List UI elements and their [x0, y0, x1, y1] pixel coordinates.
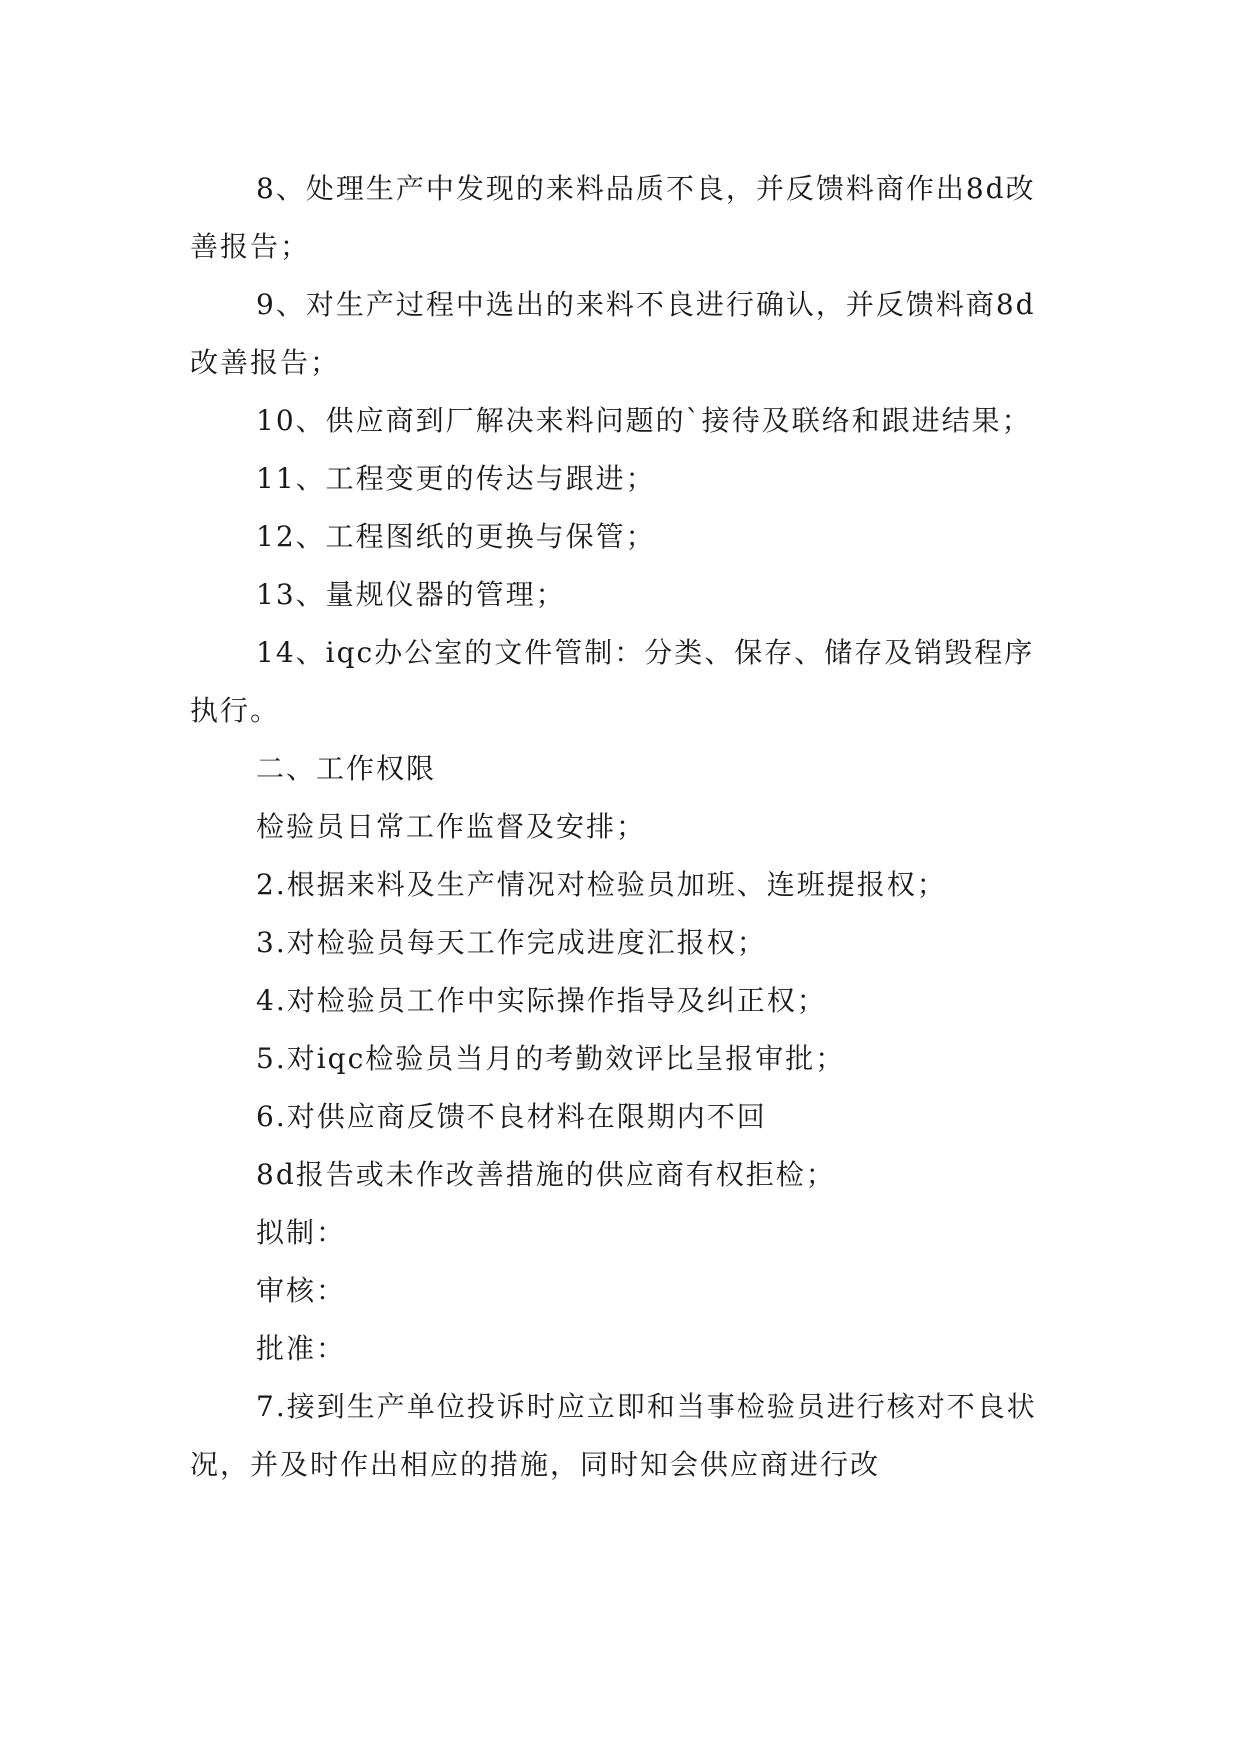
paragraph-item-12: 12、工程图纸的更换与保管； [256, 520, 656, 553]
authority-item-3: 3.对检验员每天工作完成进度汇报权； [256, 926, 767, 959]
section-heading: 二、工作权限 [256, 752, 437, 785]
authority-item-6: 6.对供应商反馈不良材料在限期内不回 [256, 1100, 767, 1133]
authority-item-6-cont: 8d报告或未作改善措施的供应商有权拒检； [256, 1158, 836, 1191]
paragraph-item-11: 11、工程变更的传达与跟进； [256, 462, 656, 495]
paragraph-item-13: 13、量规仪器的管理； [256, 578, 566, 611]
paragraph-item-14: 14、iqc办公室的文件管制：分类、保存、储存及销毁程序执行。 [190, 636, 1035, 727]
paragraph-item-8: 8、处理生产中发现的来料品质不良，并反馈料商作出8d改善报告； [190, 172, 1036, 263]
signature-approved: 批准： [256, 1332, 347, 1365]
signature-reviewed: 审核： [256, 1274, 347, 1307]
paragraph-item-9: 9、对生产过程中选出的来料不良进行确认，并反馈料商8d改善报告； [190, 288, 1036, 379]
document-body [190, 160, 1050, 1494]
authority-item-5: 5.对iqc检验员当月的考勤效评比呈报审批； [256, 1042, 846, 1075]
authority-item-1: 检验员日常工作监督及安排； [256, 810, 647, 843]
paragraph-item-7: 7.接到生产单位投诉时应立即和当事检验员进行核对不良状况，并及时作出相应的措施，同时知会供应商进行改 [190, 1390, 1037, 1481]
signature-drafted: 拟制： [256, 1216, 347, 1249]
authority-item-4: 4.对检验员工作中实际操作指导及纠正权； [256, 984, 827, 1017]
authority-item-2: 2.根据来料及生产情况对检验员加班、连班提报权； [256, 868, 947, 901]
paragraph-item-10: 10、供应商到厂解决来料问题的`接待及联络和跟进结果； [256, 404, 1032, 437]
